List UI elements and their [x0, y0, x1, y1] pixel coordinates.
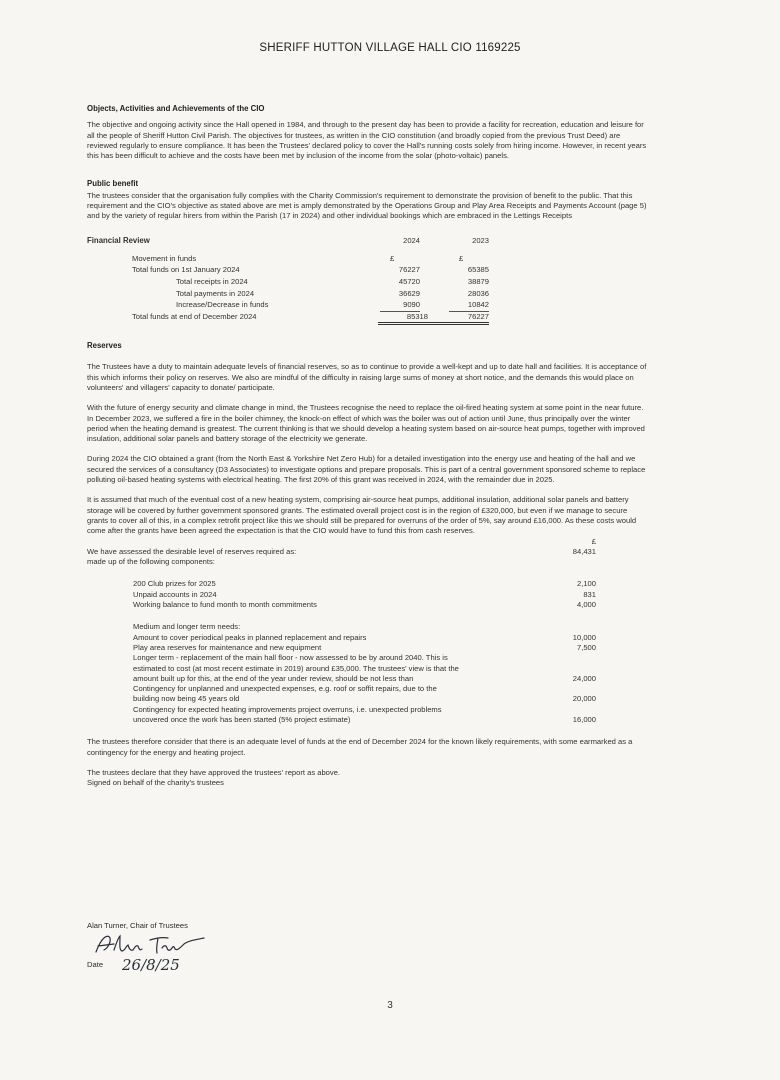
medium-term-heading: Medium and longer term needs:	[133, 622, 241, 632]
component-label: Unpaid accounts in 2024	[133, 589, 217, 599]
pound-sign-row	[87, 537, 647, 547]
list-item	[87, 600, 647, 610]
declaration-line: Signed on behalf of the charity's trustees	[87, 778, 224, 788]
date-label: Date	[87, 960, 104, 969]
handwritten-date	[120, 950, 210, 976]
column-header-2023: 2023	[472, 235, 489, 245]
value-2023: 28036	[467, 288, 489, 298]
reserves-paragraph: With the future of energy security and climate change in mind, the Trustees recognise the need to replace the oil-fired heating system at some point in the near future. In December 2023, we suffered a fire in the boiler chimney, the knock-on effect of which was the boiler was out of action until June, thus principally over the winter period when the heating demand is greatest. The current thinking is that we should develop a heating system based on air-source heat pumps, together with improved insulation, additional solar panels and battery storage of the electricity we generate.	[87, 403, 645, 444]
value-2024: 9090	[380, 300, 420, 311]
table-row	[87, 265, 647, 277]
public-benefit-section	[87, 179, 647, 221]
objectives-text: The objective and ongoing activity since the Hall opened in 1984, and through to the present day has been to provide a facility for recreation, education and leisure for all the people of Sheriff Hutton Civil Parish. The objectives for trustees, as written in the CIO constitution (and broadly copied from the previous Trust Deed) are reviewed regularly to ensure compliance. It has been the Trustees' declared policy to cover the Hall's running costs solely from hiring income. However, in recent years this has been difficult to achieve and the costs have been met by inclusion of the income from the solar (photo-voltaic) panels.	[87, 120, 647, 161]
table-row	[87, 254, 647, 266]
component-label: Contingency for expected heating improvements project overruns, i.e. unexpected problems uncovered once the work has been started (5% project estimate)	[133, 704, 442, 725]
row-label: Total payments in 2024	[176, 288, 255, 298]
signer-name: Alan Turner, Chair of Trustees	[87, 921, 188, 930]
list-item	[87, 590, 647, 600]
component-amount: 10,000	[572, 632, 596, 642]
value-2023: 38879	[467, 277, 489, 287]
component-label: Play area reserves for maintenance and new equipment	[133, 642, 322, 652]
row-label: Total receipts in 2024	[176, 277, 248, 287]
list-item	[87, 653, 647, 684]
value-2023: 76227	[428, 312, 489, 325]
list-item	[87, 633, 647, 643]
components-label: made up of the following components:	[87, 557, 215, 567]
value-2024: 76227	[398, 265, 420, 275]
reserves-paragraph: The Trustees have a duty to maintain adequate levels of financial reserves, so as to continue to provide a well-kept and up to date hall and facilities. It is acceptance of this which informs their policy on reserves. We also are mindful of the difficulty in raising large sums of money at short notice, and the demands this would place on volunteers' and villagers' capacity to donate/ participate.	[87, 362, 647, 392]
medium-term-heading-row	[87, 622, 647, 632]
component-label: Contingency for unplanned and unexpected expenses, e.g. roof or soffit repairs, due to the building now being 45 years old	[133, 684, 437, 704]
financial-review-section	[87, 236, 647, 325]
objectives-heading: Objects, Activities and Achievements of the CIO	[87, 104, 265, 113]
column-header-2024: 2024	[403, 235, 420, 245]
table-row	[87, 277, 647, 289]
declaration-line: The trustees declare that they have approved the trustees' report as above.	[87, 767, 341, 777]
reserves-conclusion: The trustees therefore consider that there is an adequate level of funds at the end of December 2024 for the known likely requirements, with some earmarked as a contingency for the energy and heating project.	[87, 737, 633, 757]
reserves-paragraph: It is assumed that much of the eventual cost of a new heating system, comprising air-source heat pumps, additional insulation, additional solar panels and battery storage will be covered by further government sponsored grants. The estimated overall project cost is in the region of £320,000, but even if we manage to secure grants to cover all of this, in a complex retrofit project like this we should still be prepared for overruns of the order of 5%, say around £16,000. As these costs would come after the grants have been agreed the expectation is that the CIO would have to fund this from cash reserves.	[87, 495, 637, 536]
financial-review-heading: Financial Review	[87, 235, 150, 245]
row-label: Total funds at end of December 2024	[132, 312, 257, 322]
component-amount: 2,100	[576, 579, 596, 589]
value-2023: 10842	[449, 300, 489, 311]
value-2024: 85318	[378, 312, 428, 325]
row-label: Total funds on 1st January 2024	[132, 265, 240, 275]
list-item	[87, 643, 647, 653]
component-amount: 24,000	[572, 673, 596, 683]
page-title: SHERIFF HUTTON VILLAGE HALL CIO 1169225	[259, 42, 521, 54]
value-2024: 36629	[398, 288, 420, 298]
reserves-paragraph: During 2024 the CIO obtained a grant (from the North East & Yorkshire Net Zero Hub) for a detailed investigation into the energy use and heating of the hall and we secured the services of a consultancy (D3 Associates) to investigate options and prepare proposals. This is part of a central government sponsored scheme to replace polluting oil-based heating systems with electrical heating. The first 20% of this grant was received in 2024, with the remainder due in 2025.	[87, 454, 646, 485]
table-row	[87, 312, 647, 325]
public-benefit-heading: Public benefit	[87, 179, 139, 189]
component-label: Longer term - replacement of the main hall floor - now assessed to be by around 2040. This is estimated to cost (at most recent estimate in 2019) around £35,000. The trustees' view is that the amount built up for this, at the end of the year under review, should be not less than	[133, 653, 459, 683]
assessed-reserves-label: We have assessed the desirable level of reserves required as:	[87, 546, 297, 556]
page-number: 3	[387, 1000, 393, 1011]
component-amount: 4,000	[576, 600, 596, 610]
component-label: Amount to cover periodical peaks in planned replacement and repairs	[133, 632, 367, 642]
assessed-reserves-amount: 84,431	[572, 546, 596, 556]
reserves-heading: Reserves	[87, 341, 122, 351]
handwritten-date-text: 26/8/25	[122, 956, 180, 974]
value-2023: £	[459, 253, 464, 263]
value-2024: 45720	[398, 277, 420, 287]
component-amount: 831	[583, 589, 596, 599]
component-label: 200 Club prizes for 2025	[133, 579, 216, 589]
list-item	[87, 684, 647, 705]
component-amount: 7,500	[576, 642, 596, 652]
pound-sign: £	[591, 536, 596, 546]
assessed-reserves-row	[87, 547, 647, 557]
public-benefit-text: The trustees consider that the organisation fully complies with the Charity Commission's requirement to demonstrate the provision of benefit to the public. That this requirement and the CIO's objective as stated above are met is amply demonstrated by the Operations Group and Play Area Receipts and Payments Account (page 5) and by the variety of regular hirers from within the Parish (17 in 2024) and other individual bookings which are embraced in the Lettings Receipts	[87, 190, 647, 221]
value-2023: 65385	[467, 265, 489, 275]
table-row	[87, 300, 647, 312]
table-row	[87, 289, 647, 301]
report-content	[87, 104, 647, 789]
value-2024: £	[390, 253, 395, 263]
list-item	[87, 579, 647, 589]
objectives-section	[87, 104, 647, 161]
component-amount: 16,000	[572, 715, 596, 725]
row-label: Increase/Decrease in funds	[176, 300, 269, 310]
reserves-section	[87, 341, 647, 788]
component-label: Working balance to fund month to month commitments	[133, 600, 317, 610]
row-label: Movement in funds	[132, 253, 197, 263]
components-row	[87, 557, 647, 567]
list-item	[87, 705, 647, 726]
component-amount: 20,000	[572, 694, 596, 704]
